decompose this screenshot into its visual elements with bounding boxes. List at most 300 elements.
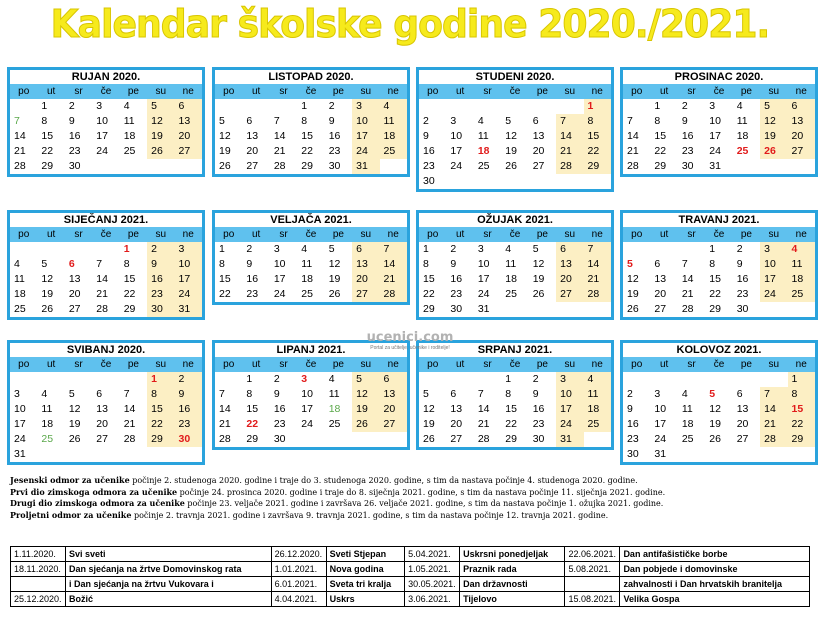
day-cell: 6 bbox=[654, 258, 661, 270]
day-cell: 11 bbox=[681, 403, 693, 415]
day-cell: 28 bbox=[14, 160, 26, 172]
week-row bbox=[623, 99, 815, 114]
empty-cell bbox=[650, 242, 677, 257]
week-row bbox=[623, 159, 815, 174]
week-row bbox=[419, 302, 611, 317]
day-cell: 19 bbox=[219, 145, 231, 157]
day-cell: 23 bbox=[68, 145, 81, 157]
day-cell: 9 bbox=[627, 403, 633, 415]
day-cell: 19 bbox=[505, 145, 517, 157]
week-row bbox=[10, 287, 202, 302]
day-cell: 14 bbox=[760, 402, 787, 417]
day-cell: 7 bbox=[477, 388, 484, 400]
week-row bbox=[10, 417, 202, 432]
day-cell: 19 bbox=[147, 129, 174, 144]
day-cell: 9 bbox=[450, 258, 457, 270]
week-row bbox=[10, 432, 202, 447]
day-cell: 16 bbox=[68, 130, 81, 142]
weekday-label: ne bbox=[795, 229, 807, 240]
day-cell: 9 bbox=[328, 115, 335, 127]
month-calendar bbox=[620, 340, 818, 465]
day-cell: 23 bbox=[681, 145, 694, 157]
day-cell: 6 bbox=[532, 115, 539, 127]
weekday-label: su bbox=[564, 359, 576, 370]
weekday-label: po bbox=[427, 229, 439, 240]
day-cell: 14 bbox=[584, 257, 611, 272]
empty-cell bbox=[175, 159, 202, 174]
day-cell: 1 bbox=[246, 373, 253, 385]
day-cell: 12 bbox=[532, 258, 545, 270]
weekday-label: pe bbox=[127, 86, 139, 97]
day-cell: 3 bbox=[352, 99, 379, 114]
empty-cell bbox=[733, 372, 760, 387]
weekday-label: su bbox=[360, 86, 372, 97]
day-cell: 22 bbox=[219, 288, 231, 300]
day-cell: 24 bbox=[352, 144, 379, 159]
weekday-header bbox=[215, 227, 407, 242]
empty-cell bbox=[474, 174, 501, 189]
day-cell: 22 bbox=[709, 288, 721, 300]
day-cell: 14 bbox=[380, 257, 407, 272]
day-cell: 17 bbox=[301, 403, 313, 415]
day-cell: 30 bbox=[736, 303, 749, 315]
day-cell: 24 bbox=[709, 145, 721, 157]
weekday-label: če bbox=[100, 359, 112, 370]
day-cell: 2 bbox=[147, 242, 174, 257]
weekday-label: ut bbox=[659, 359, 669, 370]
day-cell: 10 bbox=[760, 257, 787, 272]
weekday-header bbox=[623, 227, 815, 242]
day-cell: 11 bbox=[41, 403, 53, 415]
weekday-label: pe bbox=[332, 86, 344, 97]
day-cell: 30 bbox=[450, 303, 463, 315]
day-cell: 26 bbox=[423, 433, 435, 445]
weekday-label: ne bbox=[182, 359, 194, 370]
day-cell: 12 bbox=[41, 273, 54, 285]
day-cell: 8 bbox=[219, 258, 225, 270]
day-cell: 1 bbox=[301, 100, 308, 112]
day-cell: 14 bbox=[123, 403, 136, 415]
day-cell: 1 bbox=[788, 372, 815, 387]
week-row bbox=[623, 432, 815, 447]
empty-cell bbox=[352, 432, 379, 447]
table-row: 25.12.2020. Božić 4.04.2021. Uskrs 3.06.2021. Tijelovo 15.08.2021. Velika Gospa bbox=[11, 592, 810, 607]
day-cell: 1 bbox=[654, 100, 661, 112]
day-cell: 18 bbox=[41, 418, 54, 430]
week-row bbox=[419, 242, 611, 257]
day-cell: 25 bbox=[301, 288, 313, 300]
month-name: VELJAČA 2021. bbox=[270, 214, 352, 226]
day-cell: 26 bbox=[760, 144, 787, 159]
weekday-label: ne bbox=[591, 359, 603, 370]
day-cell: 15 bbox=[219, 273, 231, 285]
weekday-label: ne bbox=[182, 229, 194, 240]
day-cell: 18 bbox=[584, 402, 611, 417]
weekday-header bbox=[419, 227, 611, 242]
weekday-label: ut bbox=[251, 359, 261, 370]
weekday-label: ne bbox=[795, 86, 807, 97]
day-cell: 28 bbox=[477, 433, 490, 445]
day-cell: 10 bbox=[654, 403, 667, 415]
week-row bbox=[215, 257, 407, 272]
week-row bbox=[215, 387, 407, 402]
week-row bbox=[215, 402, 407, 417]
week-row bbox=[10, 114, 202, 129]
empty-cell bbox=[788, 159, 815, 174]
day-cell: 26 bbox=[41, 303, 54, 315]
weekday-header bbox=[419, 357, 611, 372]
day-cell: 5 bbox=[328, 243, 335, 255]
day-cell: 8 bbox=[123, 258, 130, 270]
empty-cell bbox=[215, 99, 242, 114]
day-cell: 21 bbox=[760, 417, 787, 432]
day-cell: 2 bbox=[328, 100, 335, 112]
day-cell: 5 bbox=[41, 258, 48, 270]
empty-cell bbox=[92, 242, 119, 257]
empty-cell bbox=[92, 372, 119, 387]
day-cell: 19 bbox=[423, 418, 435, 430]
week-row bbox=[623, 302, 815, 317]
day-cell: 17 bbox=[709, 130, 721, 142]
day-cell: 13 bbox=[352, 257, 379, 272]
weekday-label: po bbox=[631, 229, 643, 240]
weekday-label: su bbox=[155, 86, 167, 97]
empty-cell bbox=[446, 372, 473, 387]
weekday-label: če bbox=[305, 229, 317, 240]
day-cell: 26 bbox=[352, 417, 379, 432]
weekday-label: pe bbox=[536, 86, 548, 97]
empty-cell bbox=[65, 242, 92, 257]
weekday-header bbox=[419, 84, 611, 99]
empty-cell bbox=[584, 174, 611, 189]
day-cell: 31 bbox=[175, 302, 202, 317]
week-row bbox=[215, 144, 407, 159]
day-cell: 9 bbox=[147, 257, 174, 272]
week-row bbox=[419, 287, 611, 302]
day-cell: 28 bbox=[96, 303, 108, 315]
day-cell: 2 bbox=[532, 373, 539, 385]
day-cell: 15 bbox=[423, 273, 435, 285]
day-cell: 4 bbox=[380, 99, 407, 114]
day-cell: 28 bbox=[760, 432, 787, 447]
week-row bbox=[10, 242, 202, 257]
weekday-label: ut bbox=[659, 229, 669, 240]
day-cell: 30 bbox=[681, 160, 694, 172]
day-cell: 18 bbox=[301, 273, 313, 285]
month-name: KOLOVOZ 2021. bbox=[676, 344, 762, 356]
day-cell: 11 bbox=[380, 114, 407, 129]
day-cell: 27 bbox=[788, 144, 815, 159]
day-cell: 16 bbox=[627, 418, 639, 430]
day-cell: 22 bbox=[423, 288, 435, 300]
day-cell: 22 bbox=[123, 288, 136, 300]
day-cell: 2 bbox=[627, 388, 633, 400]
empty-cell bbox=[37, 242, 64, 257]
weekday-label: če bbox=[509, 359, 521, 370]
day-cell: 16 bbox=[328, 130, 341, 142]
week-row bbox=[623, 114, 815, 129]
week-row bbox=[419, 257, 611, 272]
day-cell: 29 bbox=[147, 432, 174, 447]
empty-cell bbox=[10, 99, 37, 114]
weekday-label: ut bbox=[455, 86, 465, 97]
weekday-label: su bbox=[155, 229, 167, 240]
page-title: Kalendar školske godine 2020./2021. bbox=[50, 2, 770, 46]
week-row bbox=[215, 372, 407, 387]
watermark bbox=[360, 330, 460, 351]
day-cell: 28 bbox=[380, 287, 407, 302]
day-cell: 28 bbox=[556, 159, 583, 174]
day-cell: 27 bbox=[532, 160, 545, 172]
day-cell: 12 bbox=[709, 403, 721, 415]
day-cell: 12 bbox=[627, 273, 639, 285]
month-calendar bbox=[212, 67, 410, 177]
day-cell: 26 bbox=[532, 288, 545, 300]
empty-cell bbox=[175, 447, 202, 462]
month-name: SIJEČANJ 2021. bbox=[63, 214, 149, 226]
weekday-header bbox=[623, 84, 815, 99]
day-cell: 7 bbox=[380, 242, 407, 257]
day-cell: 11 bbox=[14, 273, 25, 285]
day-cell: 8 bbox=[505, 388, 512, 400]
weekday-label: ne bbox=[387, 86, 399, 97]
empty-cell bbox=[380, 159, 407, 174]
day-cell: 10 bbox=[273, 258, 286, 270]
week-row bbox=[10, 272, 202, 287]
day-cell: 2 bbox=[68, 100, 75, 112]
weekday-label: če bbox=[713, 359, 725, 370]
day-cell: 6 bbox=[788, 99, 815, 114]
day-cell: 3 bbox=[556, 372, 583, 387]
table-row: 18.11.2020. Dan sjećanja na žrtve Domovinskog rata 1.01.2021. Nova godina 1.05.2021. Praznik rada 5.08.2021. Dan pobjede i domovinske bbox=[11, 562, 810, 577]
weekday-header bbox=[215, 357, 407, 372]
day-cell: 16 bbox=[147, 272, 174, 287]
holiday-notes bbox=[10, 475, 810, 521]
day-cell: 18 bbox=[14, 288, 26, 300]
day-cell: 9 bbox=[423, 130, 429, 142]
table-row: i Dan sjećanja na žrtvu Vukovara i 6.01.2021. Sveta tri kralja 30.05.2021. Dan državnosti zahvalnosti i Dan hrvatskih branitelja bbox=[11, 577, 810, 592]
weekday-label: pe bbox=[332, 359, 344, 370]
day-cell: 15 bbox=[584, 129, 611, 144]
weekday-label: pe bbox=[127, 229, 139, 240]
day-cell: 15 bbox=[788, 402, 815, 417]
day-cell: 4 bbox=[301, 243, 308, 255]
weekday-label: ut bbox=[659, 86, 669, 97]
day-cell: 3 bbox=[760, 242, 787, 257]
day-cell: 2 bbox=[423, 115, 429, 127]
day-cell: 20 bbox=[96, 418, 108, 430]
month-name: SRPANJ 2021. bbox=[477, 344, 553, 356]
day-cell: 25 bbox=[736, 145, 749, 157]
day-cell: 20 bbox=[654, 288, 667, 300]
day-cell: 8 bbox=[423, 258, 429, 270]
day-cell: 15 bbox=[709, 273, 721, 285]
day-cell: 21 bbox=[627, 145, 639, 157]
day-cell: 23 bbox=[147, 287, 174, 302]
weekday-label: sr bbox=[74, 229, 83, 240]
empty-cell bbox=[474, 372, 501, 387]
day-cell: 17 bbox=[273, 273, 286, 285]
day-cell: 2 bbox=[736, 243, 743, 255]
day-cell: 1 bbox=[505, 373, 512, 385]
day-cell: 6 bbox=[352, 242, 379, 257]
day-cell: 11 bbox=[477, 130, 489, 142]
day-cell: 23 bbox=[450, 288, 463, 300]
empty-cell bbox=[501, 302, 528, 317]
day-cell: 20 bbox=[736, 418, 749, 430]
weekday-header bbox=[623, 357, 815, 372]
day-cell: 14 bbox=[627, 130, 639, 142]
weekday-header bbox=[10, 227, 202, 242]
day-cell: 13 bbox=[736, 403, 749, 415]
day-cell: 24 bbox=[556, 417, 583, 432]
day-cell: 12 bbox=[68, 403, 81, 415]
day-cell: 22 bbox=[788, 417, 815, 432]
day-cell: 23 bbox=[328, 145, 341, 157]
day-cell: 4 bbox=[681, 388, 688, 400]
day-cell: 24 bbox=[273, 288, 286, 300]
day-cell: 1 bbox=[584, 99, 611, 114]
day-cell: 4 bbox=[505, 243, 512, 255]
day-cell: 14 bbox=[681, 273, 694, 285]
day-cell: 10 bbox=[709, 115, 721, 127]
day-cell: 10 bbox=[96, 115, 108, 127]
empty-cell bbox=[556, 174, 583, 189]
day-cell: 6 bbox=[380, 372, 407, 387]
day-cell: 14 bbox=[556, 129, 583, 144]
empty-cell bbox=[678, 447, 705, 462]
day-cell: 21 bbox=[477, 418, 490, 430]
weekday-label: ne bbox=[591, 86, 603, 97]
day-cell: 6 bbox=[736, 388, 743, 400]
empty-cell bbox=[623, 99, 650, 114]
day-cell: 4 bbox=[123, 100, 130, 112]
day-cell: 31 bbox=[477, 303, 490, 315]
day-cell: 13 bbox=[246, 130, 259, 142]
weekday-label: po bbox=[631, 86, 643, 97]
empty-cell bbox=[120, 159, 147, 174]
week-row bbox=[10, 129, 202, 144]
day-cell: 20 bbox=[556, 272, 583, 287]
weekday-label: po bbox=[631, 359, 643, 370]
day-cell: 18 bbox=[477, 145, 490, 157]
day-cell: 21 bbox=[273, 145, 286, 157]
day-cell: 13 bbox=[380, 387, 407, 402]
day-cell: 14 bbox=[219, 403, 231, 415]
day-cell: 10 bbox=[175, 257, 202, 272]
day-cell: 17 bbox=[654, 418, 667, 430]
week-row bbox=[419, 417, 611, 432]
empty-cell bbox=[10, 372, 37, 387]
week-row bbox=[623, 372, 815, 387]
day-cell: 30 bbox=[147, 302, 174, 317]
day-cell: 3 bbox=[709, 100, 716, 112]
day-cell: 20 bbox=[788, 129, 815, 144]
day-cell: 9 bbox=[175, 387, 202, 402]
weekday-label: po bbox=[427, 359, 439, 370]
weekday-label: ut bbox=[251, 229, 261, 240]
day-cell: 17 bbox=[352, 129, 379, 144]
day-cell: 19 bbox=[328, 273, 341, 285]
day-cell: 29 bbox=[654, 160, 667, 172]
month-name: SVIBANJ 2020. bbox=[66, 344, 146, 356]
week-row bbox=[215, 287, 407, 302]
weekday-label: pe bbox=[536, 229, 548, 240]
empty-cell bbox=[92, 447, 119, 462]
day-cell: 20 bbox=[352, 272, 379, 287]
weekday-label: sr bbox=[483, 86, 492, 97]
day-cell: 13 bbox=[68, 273, 81, 285]
week-row bbox=[215, 99, 407, 114]
day-cell: 13 bbox=[532, 130, 545, 142]
day-cell: 19 bbox=[352, 402, 379, 417]
month-name: STUDENI 2020. bbox=[475, 71, 555, 83]
day-cell: 19 bbox=[709, 418, 721, 430]
note-line: Proljetni odmor za učenike počinje 2. travnja 2021. godine i završava 9. travnja 2021. godine, s tim da nastava počinje 12. travnja 2021. godine. bbox=[10, 509, 609, 520]
empty-cell bbox=[501, 174, 528, 189]
day-cell: 16 bbox=[246, 273, 259, 285]
day-cell: 5 bbox=[352, 372, 379, 387]
day-cell: 20 bbox=[450, 418, 463, 430]
day-cell: 8 bbox=[147, 387, 174, 402]
empty-cell bbox=[419, 372, 446, 387]
empty-cell bbox=[446, 99, 473, 114]
day-cell: 17 bbox=[96, 130, 108, 142]
day-cell: 7 bbox=[123, 388, 130, 400]
day-cell: 23 bbox=[532, 418, 545, 430]
day-cell: 21 bbox=[219, 418, 231, 430]
day-cell: 14 bbox=[96, 273, 108, 285]
day-cell: 25 bbox=[477, 160, 490, 172]
week-row bbox=[10, 387, 202, 402]
empty-cell bbox=[419, 99, 446, 114]
day-cell: 30 bbox=[273, 433, 286, 445]
day-cell: 6 bbox=[450, 388, 457, 400]
week-row bbox=[419, 372, 611, 387]
day-cell: 15 bbox=[246, 403, 259, 415]
month-calendar bbox=[7, 67, 205, 177]
day-cell: 11 bbox=[505, 258, 517, 270]
day-cell: 16 bbox=[423, 145, 435, 157]
day-cell: 9 bbox=[68, 115, 75, 127]
day-cell: 30 bbox=[423, 175, 435, 187]
day-cell: 29 bbox=[301, 160, 313, 172]
weekday-label: ut bbox=[46, 359, 56, 370]
empty-cell bbox=[623, 372, 650, 387]
weekday-label: sr bbox=[687, 359, 696, 370]
day-cell: 10 bbox=[352, 114, 379, 129]
day-cell: 7 bbox=[14, 115, 20, 127]
watermark-brand: ucenici.com bbox=[366, 330, 454, 345]
week-row bbox=[10, 372, 202, 387]
day-cell: 29 bbox=[505, 433, 517, 445]
month-calendar bbox=[7, 340, 205, 465]
day-cell: 2 bbox=[273, 373, 280, 385]
day-cell: 11 bbox=[788, 257, 815, 272]
day-cell: 6 bbox=[175, 99, 202, 114]
day-cell: 30 bbox=[532, 433, 545, 445]
day-cell: 22 bbox=[301, 145, 313, 157]
week-row bbox=[419, 432, 611, 447]
weekday-label: ne bbox=[387, 229, 399, 240]
empty-cell bbox=[325, 432, 352, 447]
week-row bbox=[419, 402, 611, 417]
day-cell: 28 bbox=[219, 433, 231, 445]
day-cell: 7 bbox=[219, 388, 225, 400]
day-cell: 14 bbox=[14, 130, 26, 142]
day-cell: 9 bbox=[273, 388, 280, 400]
empty-cell bbox=[474, 99, 501, 114]
